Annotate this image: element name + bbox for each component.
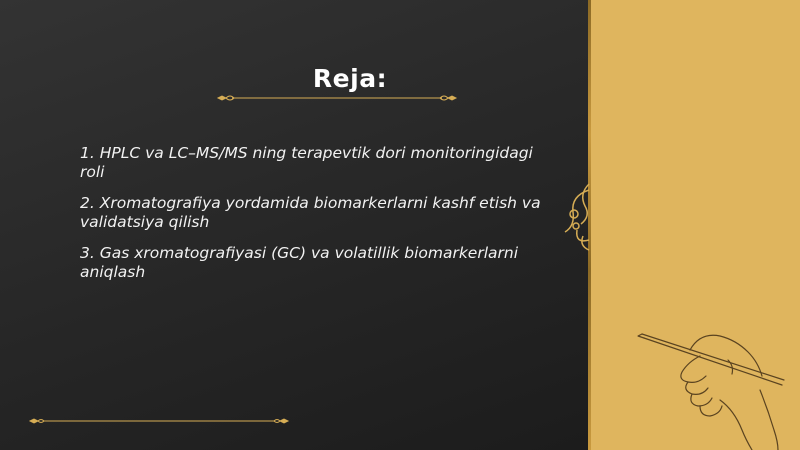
agenda-item: 1. HPLC va LC–MS/MS ning terapevtik dori monitoringidagi roli [80, 144, 533, 181]
agenda-item: 2. Xromatografiya yordamida biomarkerlarni kashf etish va validatsiya qilish [80, 194, 541, 231]
agenda-item: 3. Gas xromatografiyasi (GC) va volatillik biomarkerlarni aniqlash [80, 244, 519, 281]
slide-title: Reja: [312, 64, 388, 93]
